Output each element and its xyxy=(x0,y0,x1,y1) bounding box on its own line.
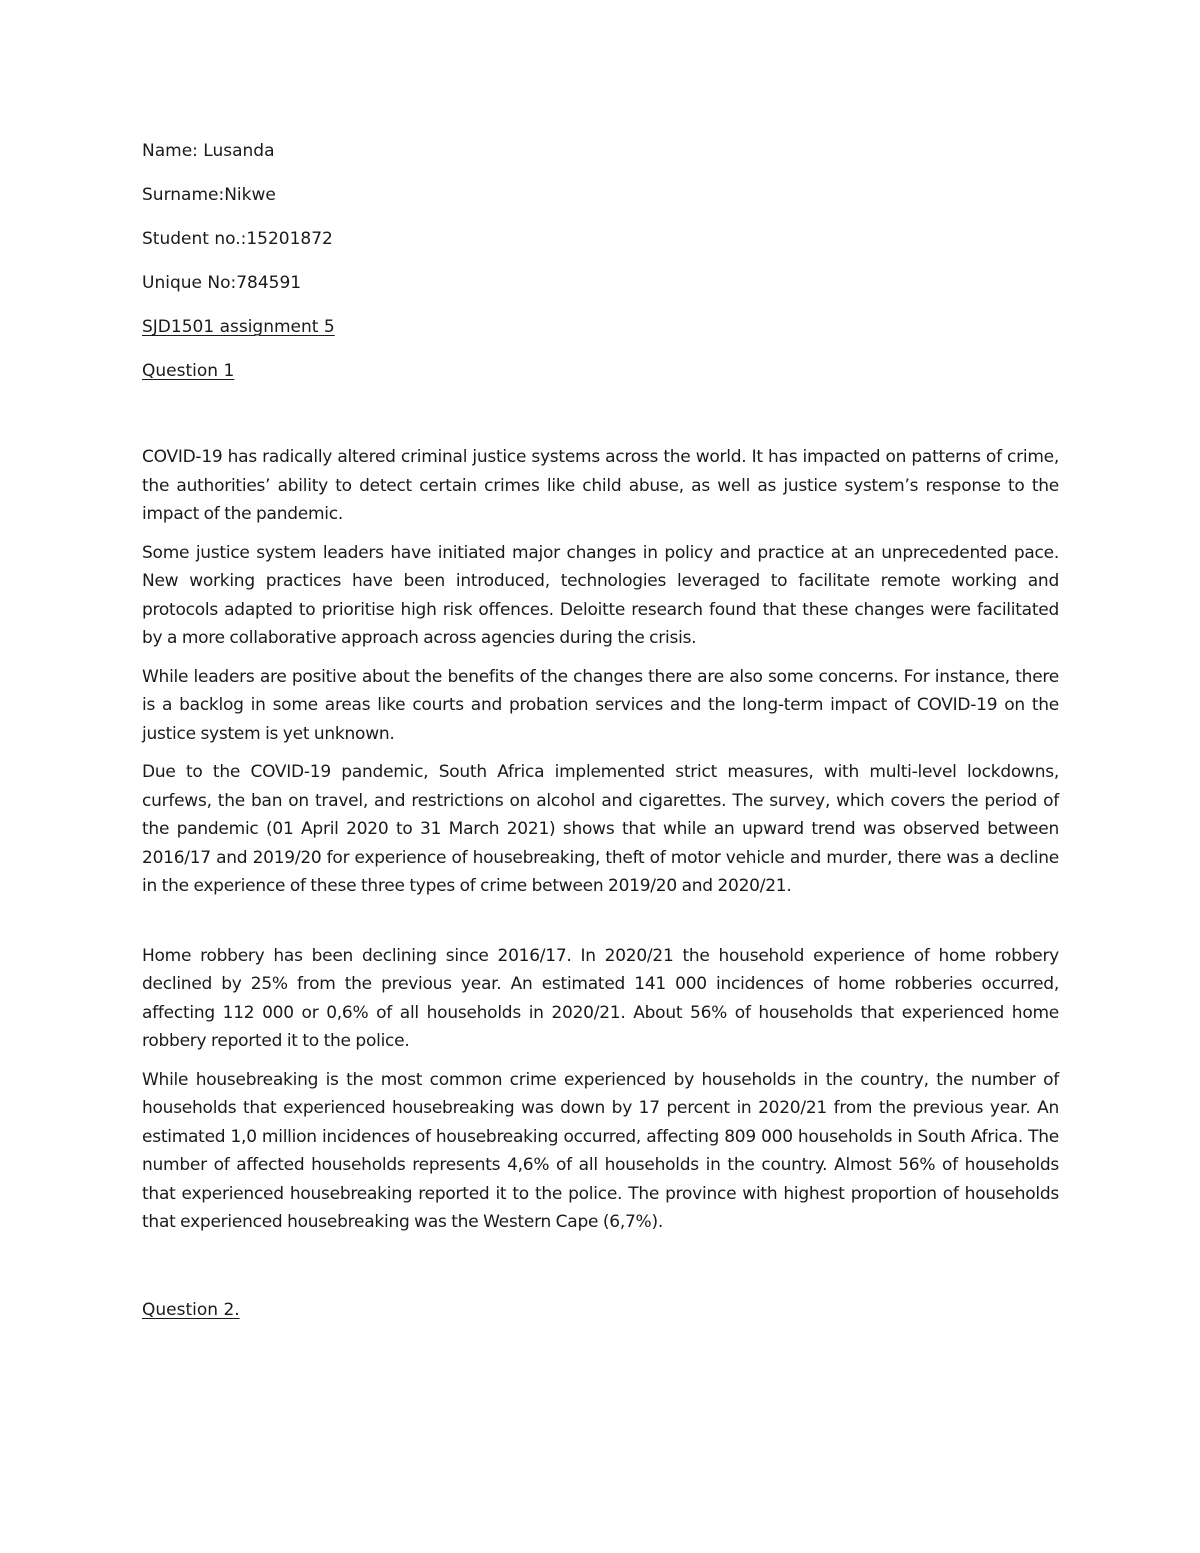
student-number-line: Student no.:15201872 xyxy=(142,229,333,249)
paragraph-covid-impact: COVID-19 has radically altered criminal justice systems across the world. It has impacted on patterns of crime, the authorities’ ability to detect certain crimes like child abuse, as well as justice system’s response to the impact of the pandemic. xyxy=(142,447,1059,524)
spacer xyxy=(142,404,1059,443)
question-1-heading: Question 1 xyxy=(142,361,235,381)
paragraph-concerns: While leaders are positive about the benefits of the changes there are also some concerns. For instance, there is a backlog in some areas like courts and probation services and the long-term impact of COVID-19 on the justice system is yet unknown. xyxy=(142,666,1059,744)
paragraph-housebreaking: While housebreaking is the most common crime experienced by households in the country, the number of households that experienced housebreaking was down by 17 percent in 2020/21 from the previous year. An estimated 1,0 million incidences of housebreaking occurred, affecting 809 000 households in South Africa. The number of affected households represents 4,6% of all households in the country. Almost 56% of households that experienced housebreaking reported it to the police. The province with highest proportion of households that experienced housebreaking was the Western Cape (6,7%). xyxy=(142,1069,1059,1232)
surname-line: Surname:Nikwe xyxy=(142,185,276,205)
document-content xyxy=(142,140,1059,1343)
spacer xyxy=(142,1247,1059,1299)
unique-number-line: Unique No:784591 xyxy=(142,273,302,293)
assignment-heading: SJD1501 assignment 5 xyxy=(142,317,335,337)
paragraph-south-africa-measures: Due to the COVID-19 pandemic, South Africa implemented strict measures, with multi-level lockdowns, curfews, the ban on travel, and restrictions on alcohol and cigarettes. The survey, which covers the period of the pandemic (01 April 2020 to 31 March 2021) shows that while an upward trend was observed between 2016/17 and 2019/20 for experience of housebreaking, theft of motor vehicle and murder, there was a decline in the experience of these three types of crime between 2019/20 and 2020/21. xyxy=(142,762,1059,896)
name-line: Name: Lusanda xyxy=(142,141,275,161)
paragraph-home-robbery: Home robbery has been declining since 2016/17. In 2020/21 the household experience of home robbery declined by 25% from the previous year. An estimated 141 000 incidences of home robberies occurred, affecting 112 000 or 0,6% of all households in 2020/21. About 56% of households that experienced home robbery reported it to the police. xyxy=(142,945,1059,1051)
question-2-heading: Question 2. xyxy=(142,1299,240,1320)
paragraph-justice-leaders: Some justice system leaders have initiated major changes in policy and practice at an unprecedented pace. New working practices have been introduced, technologies leveraged to facilitate remote working and protocols adapted to prioritise high risk offences. Deloitte research found that these changes were facilitated by a more collaborative approach across agencies during the crisis. xyxy=(142,542,1059,648)
spacer xyxy=(142,911,1059,942)
